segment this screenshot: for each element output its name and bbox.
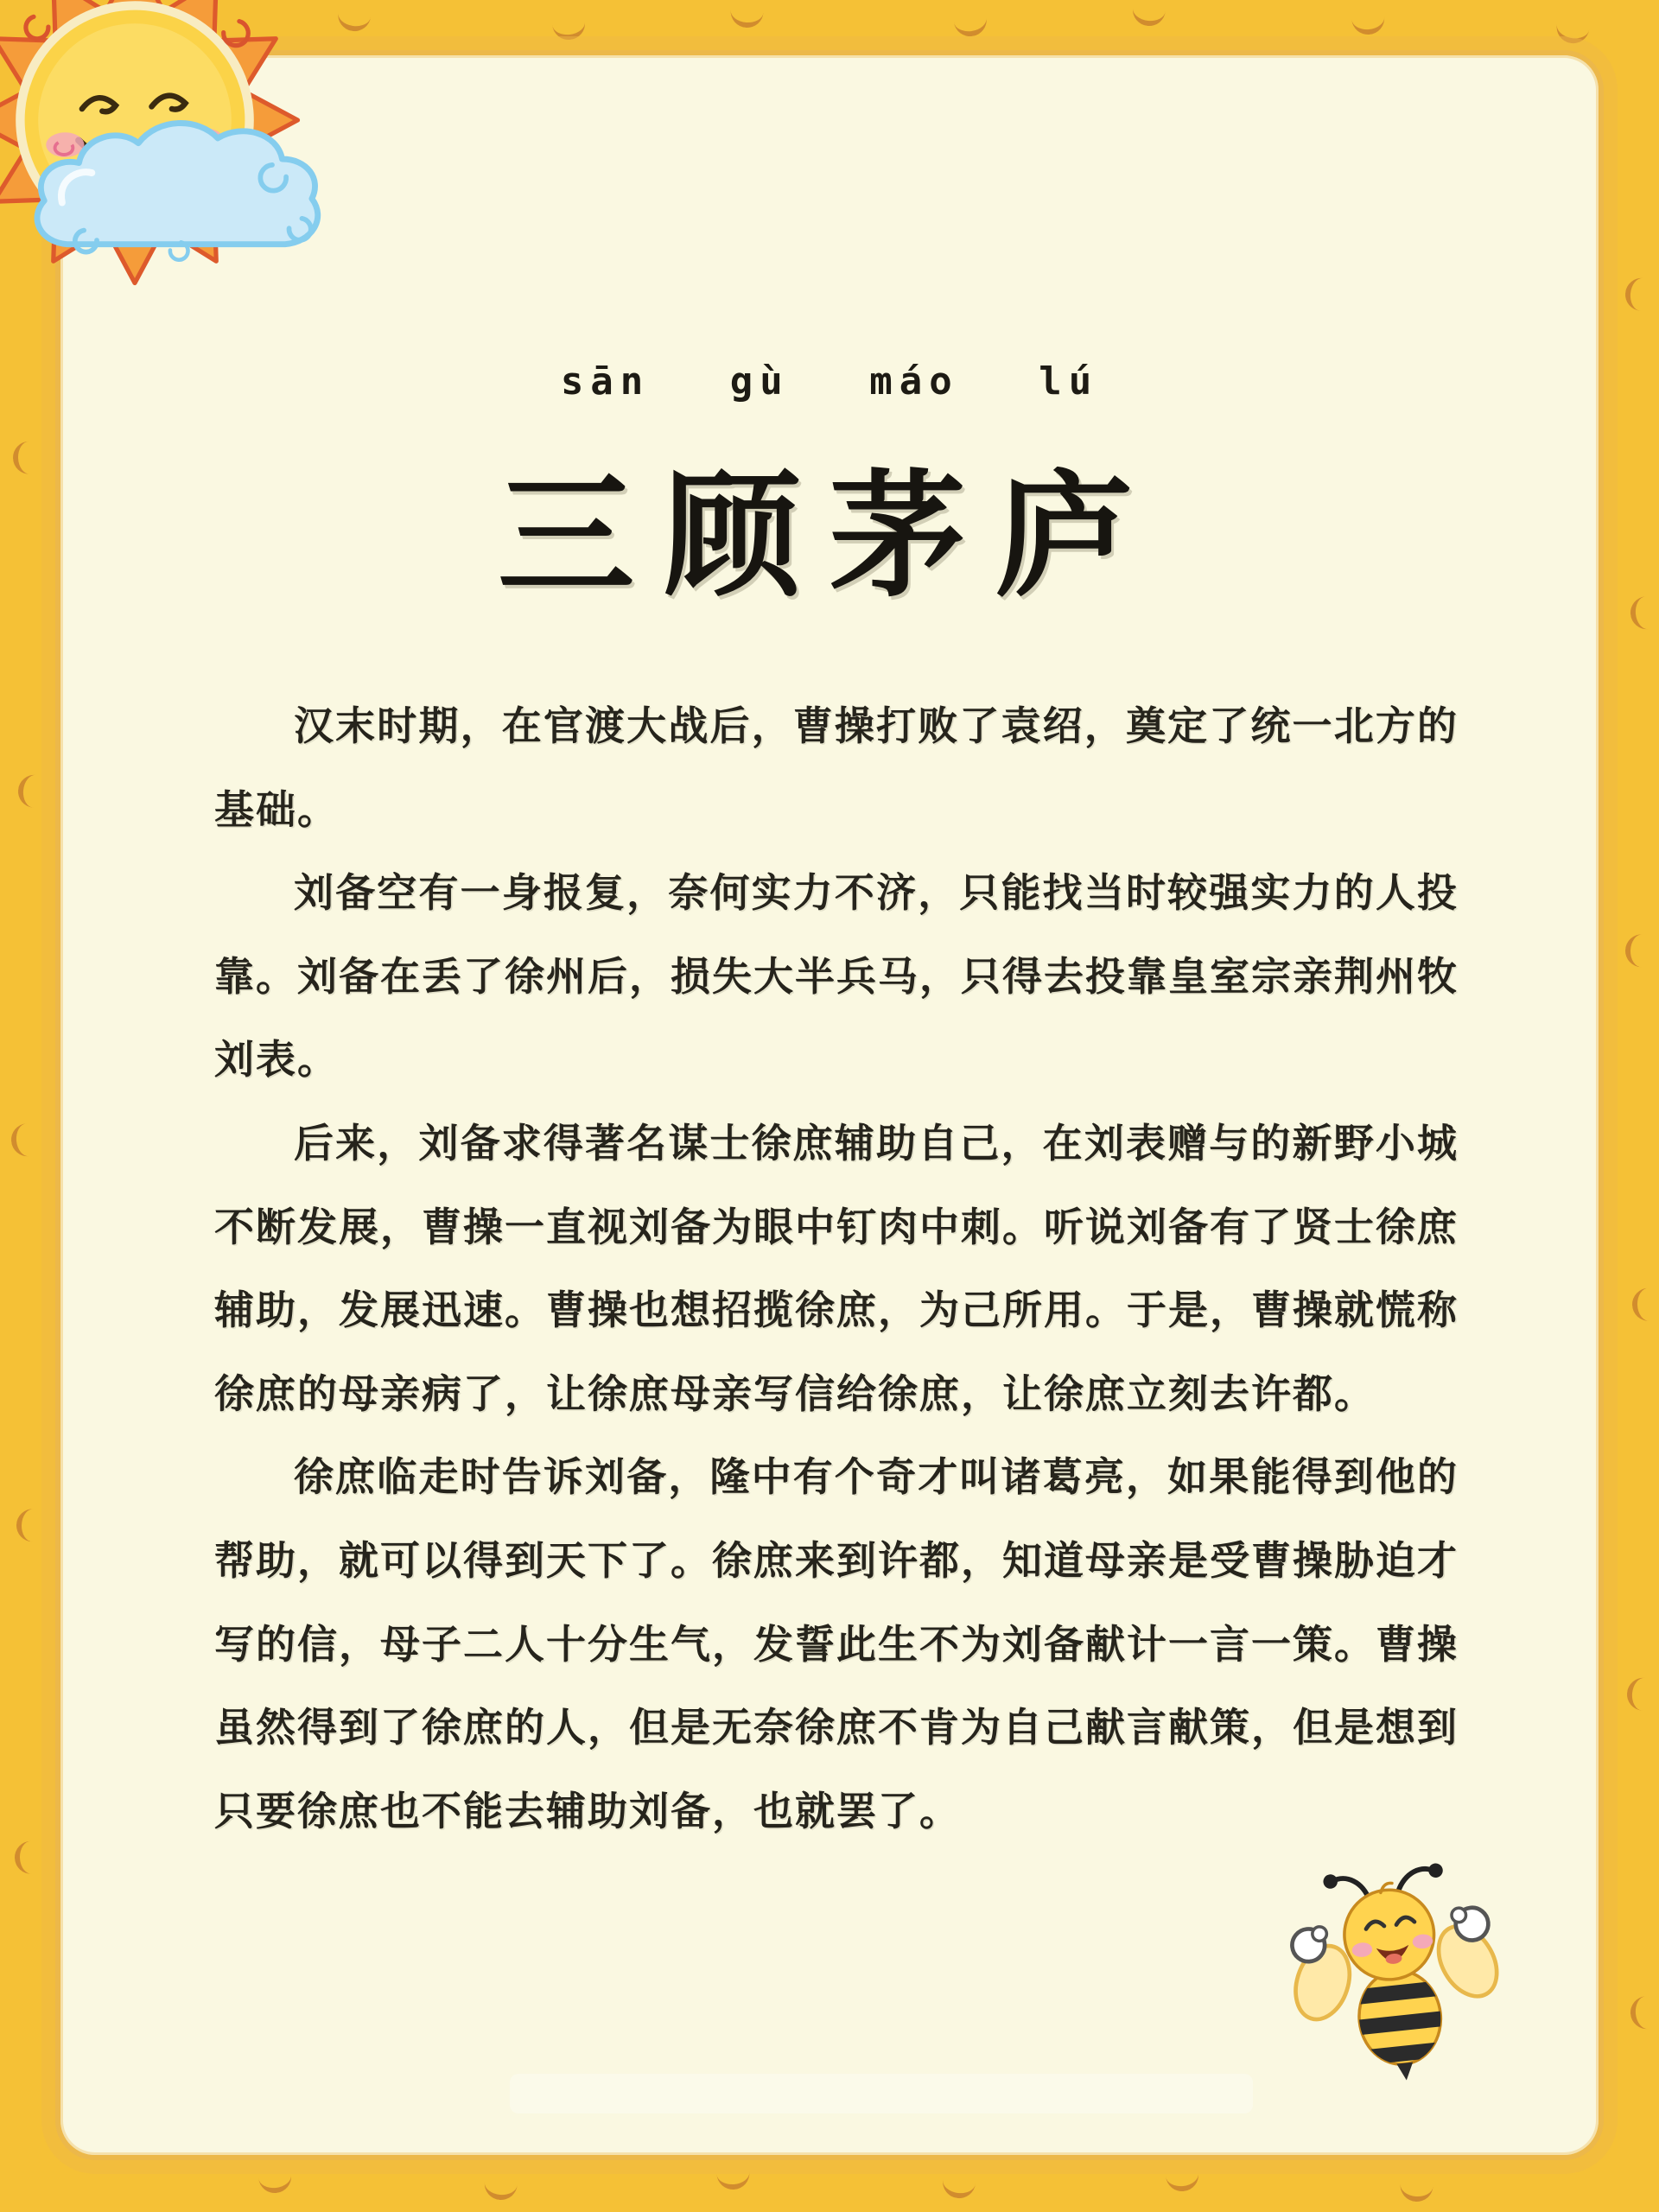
bee-icon bbox=[1269, 1844, 1516, 2095]
brush-tick-decoration bbox=[12, 442, 30, 475]
brush-tick-decoration bbox=[729, 10, 763, 29]
brush-tick-decoration bbox=[552, 21, 587, 41]
brush-tick-decoration bbox=[1624, 276, 1643, 311]
story-paragraph-3: 后来，刘备求得著名谋士徐庶辅助自己，在刘表赠与的新野小城不断发展，曹操一直视刘备为眼中钉肉中刺。听说刘备有了贤士徐庶辅助，发展迅速。曹操也想招揽徐庶，为己所用。于是，曹操就慌称徐庶的母亲病了，让徐庶母亲写信给徐庶，让徐庶立刻去许都。 bbox=[214, 1120, 1459, 1416]
bee-stinger bbox=[1396, 2063, 1414, 2082]
sun-curl-decoration bbox=[26, 16, 48, 38]
cloud-body bbox=[37, 124, 318, 245]
brush-tick-decoration bbox=[1131, 7, 1166, 28]
brush-tick-decoration bbox=[716, 2171, 750, 2191]
story-paragraph-1: 汉末时期，在官渡大战后，曹操打败了袁绍，奠定了统一北方的基础。 bbox=[214, 703, 1459, 832]
title-pinyin: sān gù máo lú bbox=[560, 359, 1099, 404]
brush-tick-decoration bbox=[954, 16, 988, 38]
story-text bbox=[214, 684, 1459, 1853]
brush-tick-decoration bbox=[1625, 1676, 1645, 1711]
brush-tick-decoration bbox=[10, 1123, 29, 1158]
story-paragraph-2: 刘备空有一身报复，奈何实力不济，只能找当时较强实力的人投靠。刘备在丢了徐州后，损失大半兵马，只得去投靠皇室宗亲荆州牧刘表。 bbox=[214, 870, 1459, 1083]
brush-tick-decoration bbox=[1629, 596, 1649, 631]
watermark-area bbox=[510, 2074, 1253, 2113]
story-paragraph-4: 徐庶临走时告诉刘备，隆中有个奇才叫诸葛亮，如果能得到他的帮助，就可以得到天下了。徐庶来到许都，知道母亲是受曹操胁迫才写的信，母子二人十分生气，发誓此生不为刘备献计一言一策。曹操虽然得到了徐庶的人，但是无奈徐庶不肯为自己献言献策，但是想到只要徐庶也不能去辅助刘备，也就罢了。 bbox=[214, 1454, 1459, 1834]
bee-illustration bbox=[1269, 1844, 1516, 2095]
page-title: 三顾茅庐 bbox=[498, 456, 1161, 616]
story-panel bbox=[55, 50, 1604, 2160]
brush-tick-decoration bbox=[16, 1509, 34, 1542]
brush-tick-decoration bbox=[336, 11, 371, 33]
brush-tick-decoration bbox=[1554, 23, 1590, 46]
brush-tick-decoration bbox=[1629, 1996, 1649, 2031]
brush-tick-decoration bbox=[16, 773, 36, 808]
brush-tick-decoration bbox=[483, 2181, 518, 2201]
brush-tick-decoration bbox=[941, 2179, 976, 2200]
brush-tick-decoration bbox=[14, 1841, 32, 1875]
brush-tick-decoration bbox=[1624, 934, 1643, 968]
cloud-illustration bbox=[22, 102, 359, 283]
brush-tick-decoration bbox=[258, 2174, 293, 2195]
brush-tick-decoration bbox=[1166, 2172, 1200, 2193]
cloud-icon bbox=[22, 102, 359, 283]
brush-tick-decoration bbox=[1399, 2183, 1433, 2203]
brush-tick-decoration bbox=[1631, 1288, 1649, 1322]
brush-tick-decoration bbox=[1351, 16, 1386, 35]
